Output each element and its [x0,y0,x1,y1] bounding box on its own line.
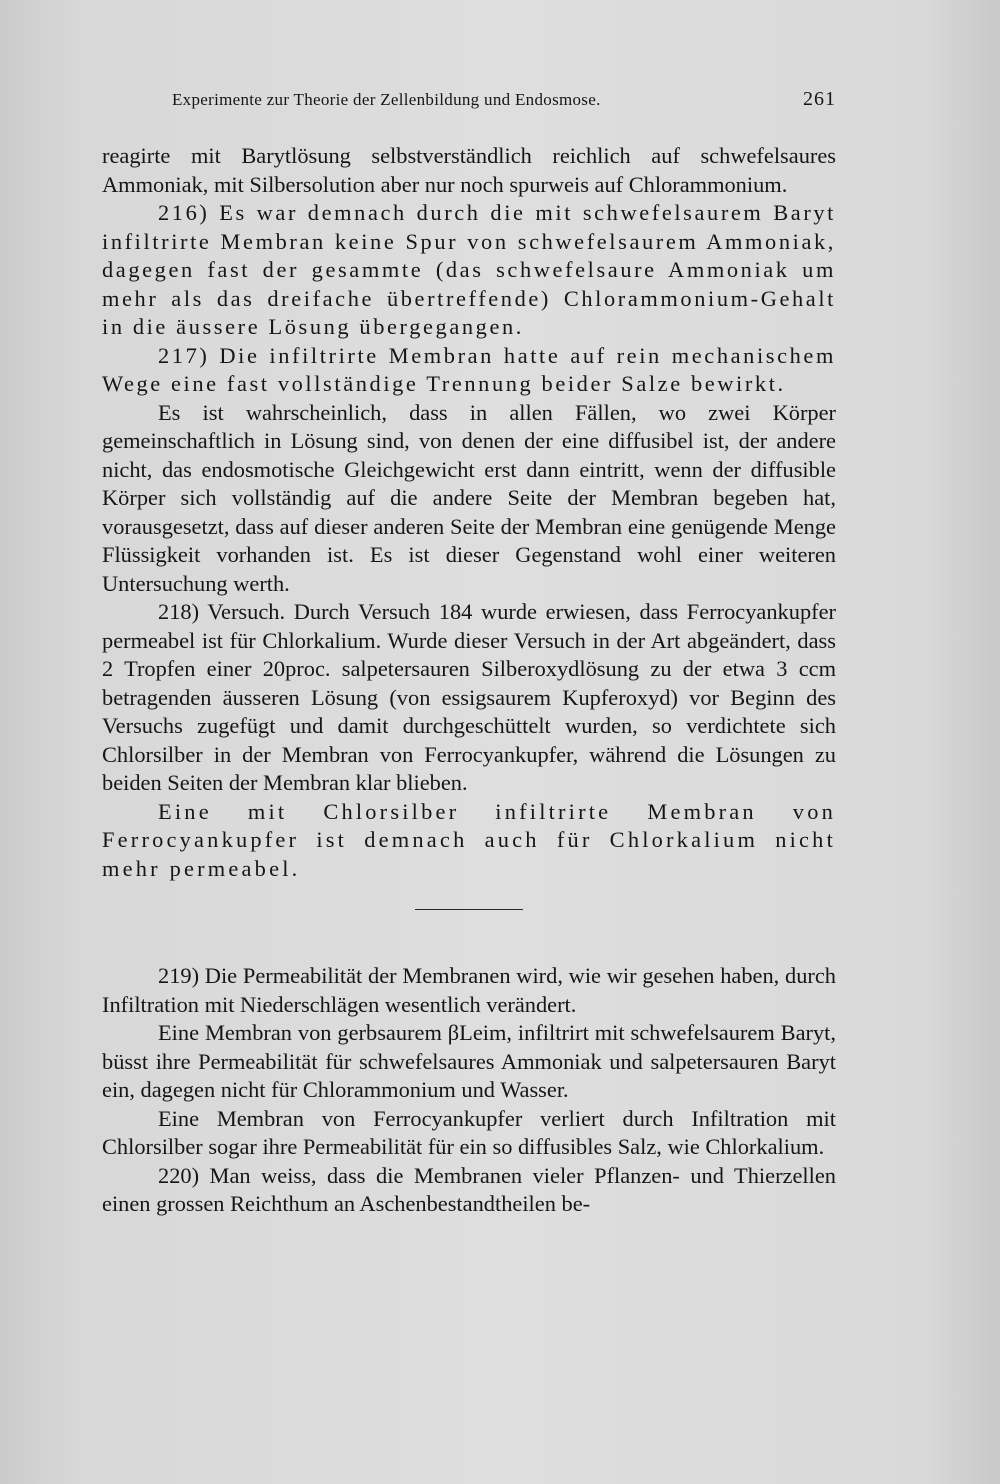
page-header [172,90,836,114]
paragraph-observation: Es ist wahrscheinlich, dass in allen Fällen, wo zwei Körper gemeinschaftlich in Lösung sind, von denen der eine diffusibel ist, der andere nicht, das endosmotische Gleichgewicht erst dann eintritt, wenn der diffusible Körper sich vollständig auf die andere Seite der Membran begeben hat, vorausgesetzt, dass auf dieser anderen Seite der Membran eine genügende Menge Flüssigkeit vorhanden ist. Es ist dieser Gegenstand wohl einer weiteren Untersuchung werth. [102,399,836,596]
running-title: Experimente zur Theorie der Zellenbildung und Endosmose. [172,90,601,109]
paragraph-219-ferrocyan: Eine Membran von Ferrocyankupfer verliert durch Infiltration mit Chlorsilber sogar ihre Permeabilität für ein so diffusibles Salz, wie Chlorkalium. [102,1105,836,1159]
paragraph-220: 220) Man weiss, dass die Membranen vieler Pflanzen- und Thierzellen einen grossen Reichthum an Aschenbestandtheilen be- [102,1162,836,1216]
paragraph-217: 217) Die infiltrirte Membran hatte auf rein mechanischem Wege eine fast vollständige Trennung beider Salze bewirkt. [102,342,836,396]
paragraph-continuation: reagirte mit Barytlösung selbstverständlich reichlich auf schwefelsaures Ammoniak, mit Silbersolution aber nur noch spurweis auf Chlorammonium. [102,143,836,197]
page-number: 261 [803,88,836,110]
paragraph-216: 216) Es war demnach durch die mit schwefelsaurem Baryt infiltrirte Membran keine Spur von schwefelsaurem Ammoniak, dagegen fast der gesammte (das schwefelsaure Ammoniak um mehr als das dreifache übertreffende) Chlorammonium-Gehalt in die äussere Lösung übergegangen. [102,200,836,339]
paragraph-218-conclusion: Eine mit Chlorsilber infiltrirte Membran von Ferrocyankupfer ist demnach auch für Chlorkalium nicht mehr permeabel. [102,798,836,881]
paragraph-219-barium: Eine Membran von gerbsaurem βLeim, infiltrirt mit schwefelsaurem Baryt, büsst ihre Permeabilität für schwefelsaures Ammoniak und salpetersauren Baryt ein, dagegen nicht für Chlorammonium und Wasser. [102,1020,836,1102]
paragraph-218: 218) Versuch. Durch Versuch 184 wurde erwiesen, dass Ferrocyankupfer permeabel ist für Chlorkalium. Wurde dieser Versuch in der Art abgeändert, dass 2 Tropfen einer 20proc. salpetersauren Silberoxydlösung zu der etwa 3 ccm betragenden äusseren Lösung (von essigsaurem Kupferoxyd) vor Beginn des Versuchs zugefügt und damit durchgeschüttelt wurden, so verdichtete sich Chlorsilber in der Membran von Ferrocyankupfer, während die Lösungen zu beiden Seiten der Membran klar blieben. [102,599,836,795]
body-text [102,142,836,1219]
paragraph-219: 219) Die Permeabilität der Membranen wird, wie wir gesehen haben, durch Infiltration mit Niederschlägen wesentlich verändert. [102,963,836,1017]
